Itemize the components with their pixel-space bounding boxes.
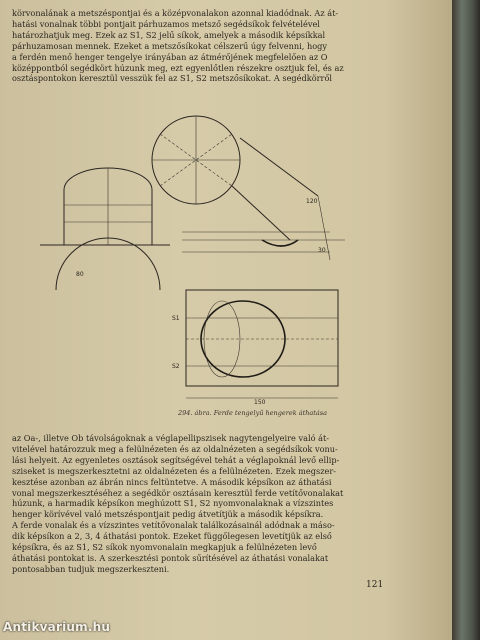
figure-caption: 294. ábra. Ferde tengelyű hengerek áthatása <box>178 409 327 417</box>
text-line: párhuzamosan mennek. Ezeket a metszősíkokat célszerű úgy felvenni, hogy <box>12 40 328 51</box>
s1-label: S1 <box>172 315 180 322</box>
text-line: lási helyeit. Az egyenletes osztások segítségével tehát a véglapoknál levő ellip- <box>12 454 340 465</box>
text-line: a ferdén menő henger tengelye irányában az átmérőjének megfelelően az O <box>12 51 328 62</box>
text-line: pontosabban tudjuk megszerkeszteni. <box>12 563 170 574</box>
text-line: vitelével határozzuk meg a felülnézeten és az oldalnézeten a segédsíkok vonu- <box>12 443 338 454</box>
watermark-logo: Antikvarium.hu <box>3 620 111 634</box>
text-line: képsíkra, és az S1, S2 síkok nyomvonalain megkapjuk a felülnézeten levő <box>12 542 317 553</box>
text-line: középpontból segédkört húzunk meg, ezt egyenlőtlen részekre osztjuk fel, és az <box>12 62 344 73</box>
paragraph-bottom <box>12 433 404 575</box>
dim-label: 120 <box>306 198 318 205</box>
intersection-curve <box>262 240 298 246</box>
dim-label: 30 <box>318 247 326 254</box>
base-arc <box>56 238 160 290</box>
text-line: henger körívével való metszéspontjait pedig átvetítjük a második képsíkra. <box>12 509 324 520</box>
text-line: körvonalának a metszéspontjai és a középvonalakon azonnal kiadódnak. Az át- <box>12 8 339 18</box>
book-spine <box>452 0 480 640</box>
text-line: határozhatjuk meg. Ezek az S1, S2 jelű síkok, amelyek a második képsíkkal <box>12 29 326 40</box>
dim-label: 150 <box>254 399 266 406</box>
text-line: A ferde vonalak és a vízszintes vetítővonalak találkozásainál adódnak a máso- <box>12 520 335 531</box>
text-line: osztáspontokon keresztül vesszük fel az S1, S2 metszősíkokat. A segédkörről <box>12 73 333 84</box>
text-line: húzunk, a harmadik képsíkon meghúzott S1, S2 nyomvonalaknak a vízszintes <box>12 498 334 509</box>
text-line: az Oa-, illetve Ob távolságoknak a véglapellipszisek nagytengelyeire való át- <box>12 433 330 443</box>
text-line: hatási vonalnak többi pontjait párhuzamos metsző segédsíkok felvételével <box>12 18 320 29</box>
s2-label: S2 <box>172 363 180 370</box>
text-line: vonal megszerkesztéséhez a segédkör osztásain keresztül ferde vetítővonalakat <box>12 487 344 498</box>
inclined-edge <box>240 138 318 196</box>
dim-label: 80 <box>76 271 84 278</box>
text-line: áthatási pontokat is. A szerkesztési pontok sűrítésével az áthatási vonalakat <box>12 552 329 563</box>
text-line: kesztése azonban az ábrán nincs feltüntetve. A második képsíkon az áthatási <box>12 476 332 487</box>
text-line: dik képsíkon a 2, 3, 4 áthatási pontok. Ezeket függőlegesen levetítjük az első <box>12 531 332 542</box>
page-number: 121 <box>366 580 384 590</box>
text-line: sziseket is megszerkesztetni az oldalnézeten és a felülnézeten. Ezek megszer- <box>12 465 337 476</box>
